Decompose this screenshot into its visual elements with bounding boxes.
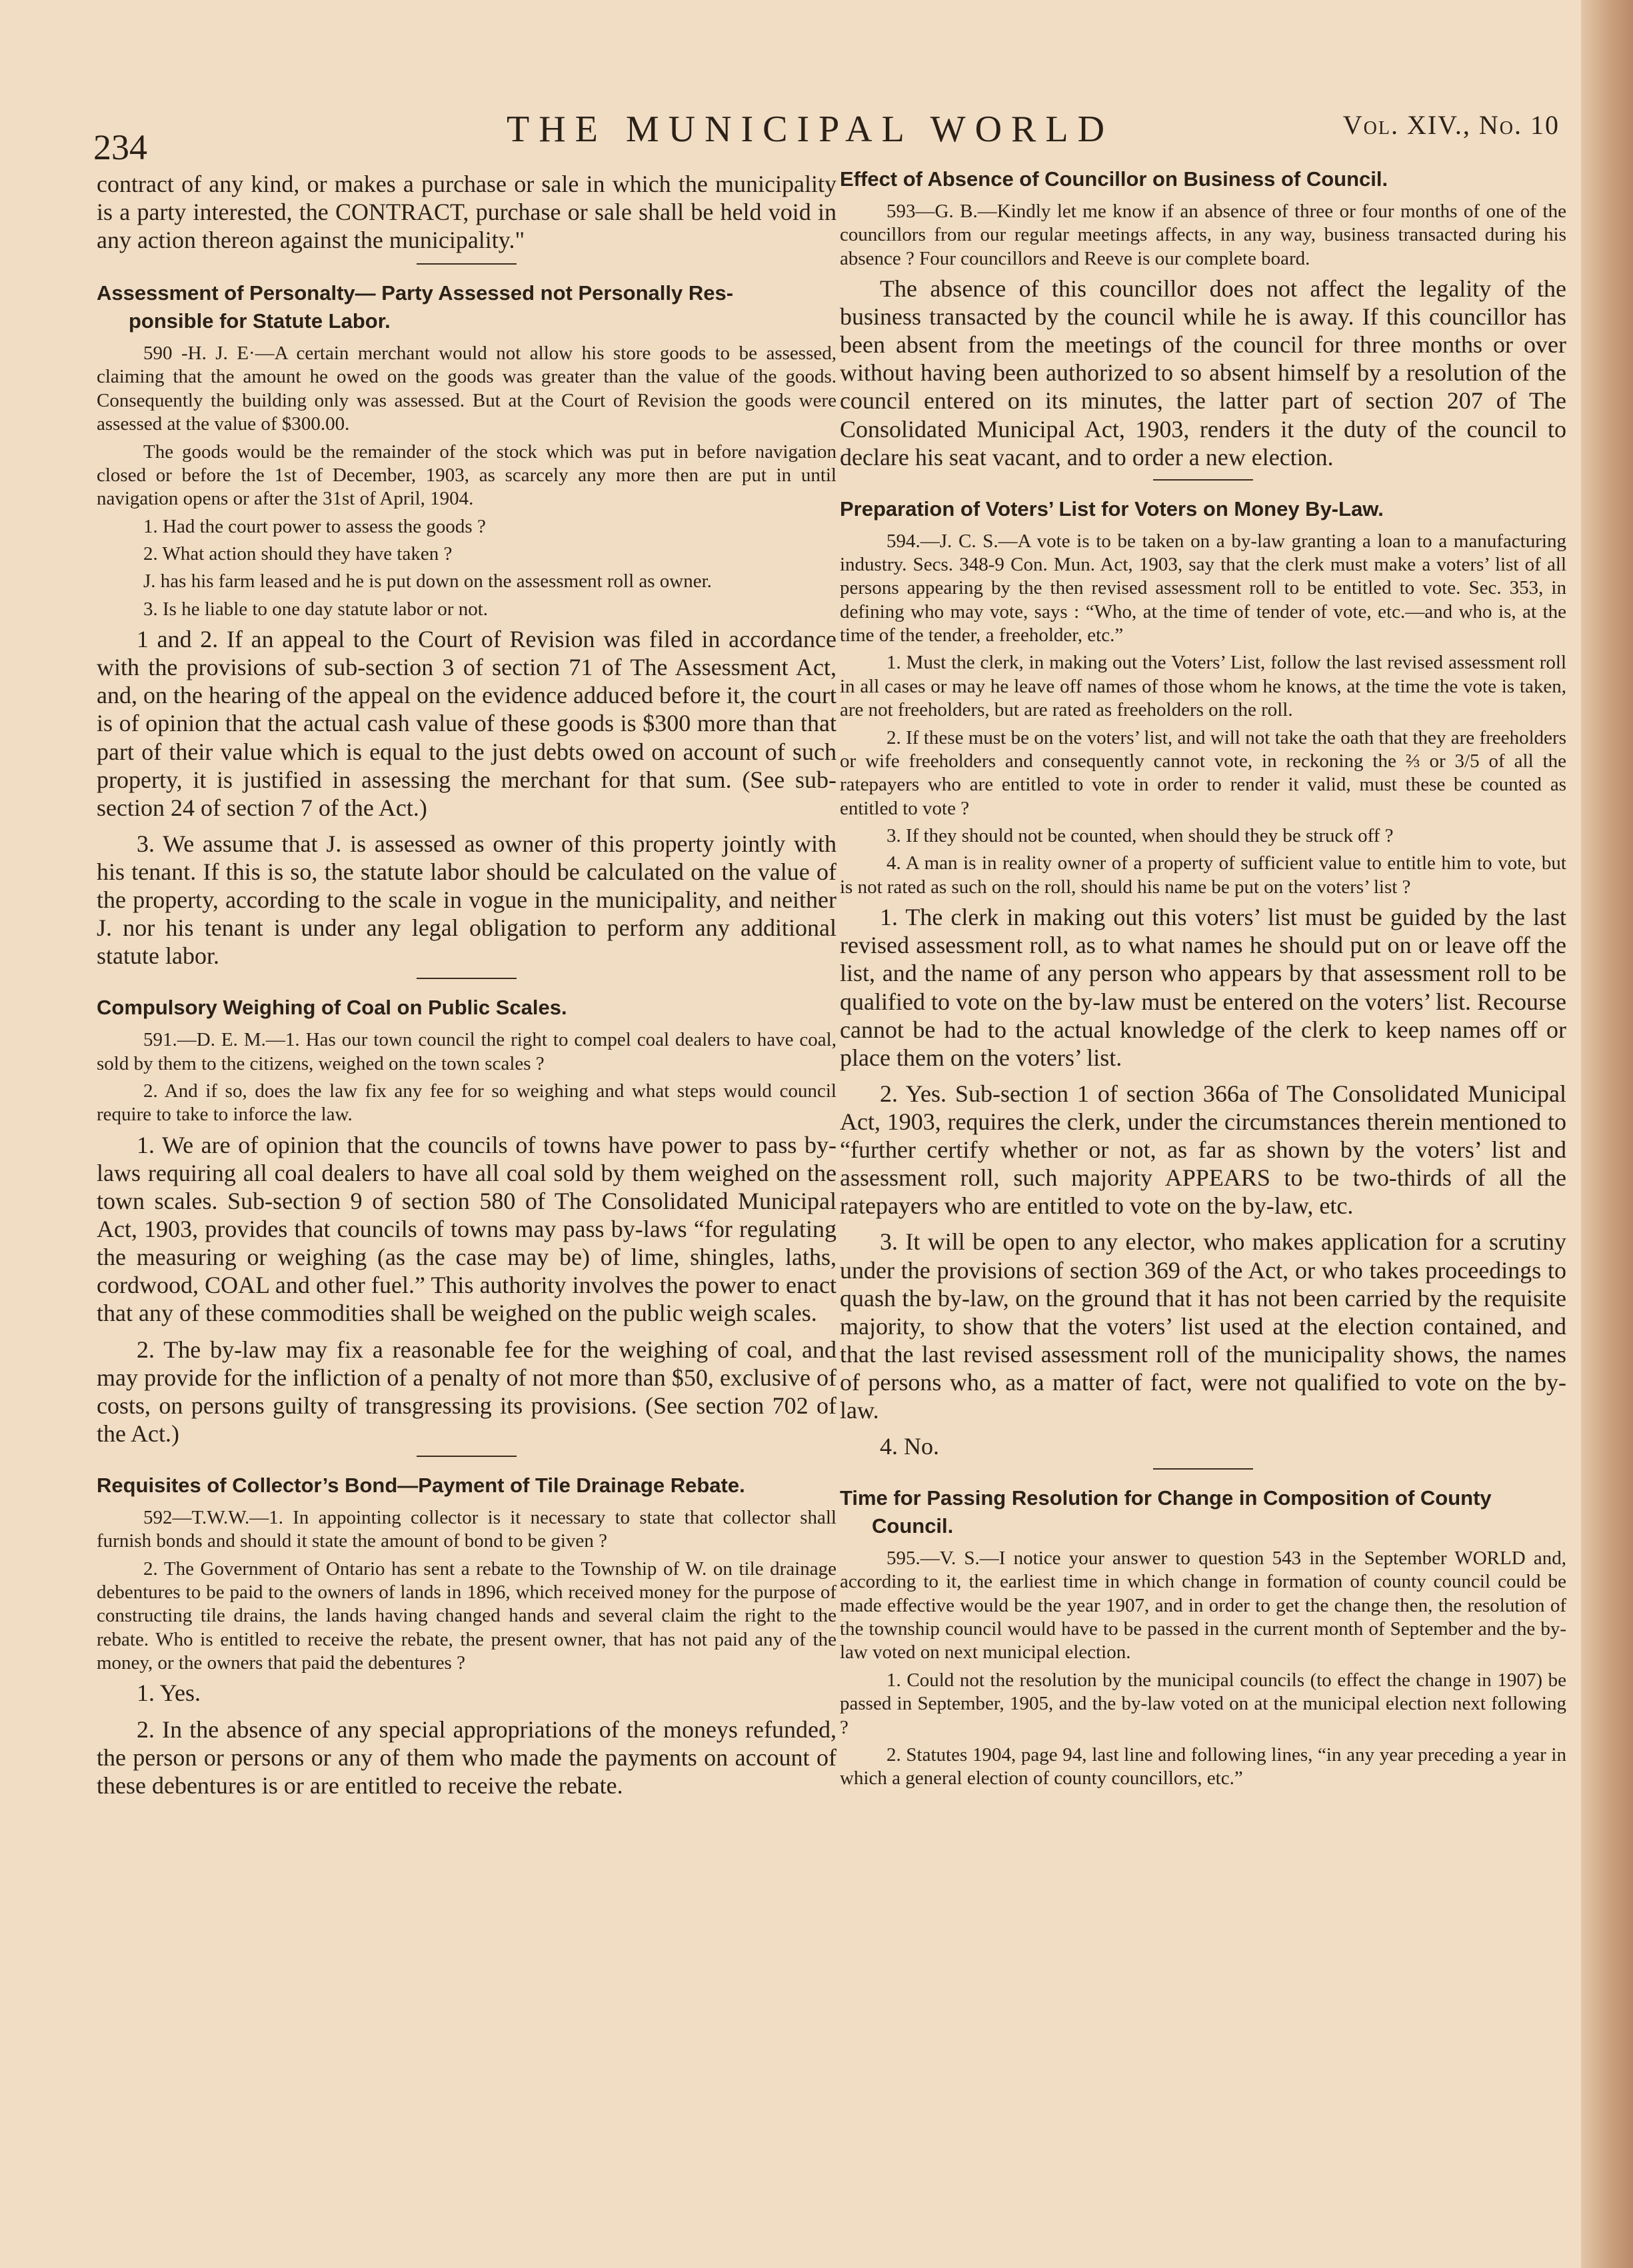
intro-paragraph: contract of any kind, or makes a purchase or sale in which the municipality is a party interested, the CONTRACT, purchase or sale shall be held void in any action thereon against the municipality." [97,171,836,254]
question-item: 2. Statutes 1904, page 94, last line and following lines, “in any year preceding a year in which a general election of county councillors, etc.” [840,1743,1566,1789]
question-592 [97,1472,836,1799]
answer-text: 2. Yes. Sub-section 1 of section 366a of The Consolidated Municipal Act, 1903, requires the clerk, under the circumstances therein mentioned to “further certify whether or not, as far as shown by the voters’ list and assessment roll, such majority APPEARS to be two-thirds of all the ratepayers who are entitled to vote on the by-law, etc. [840,1080,1566,1220]
answer-text: 1. We are of opinion that the councils of towns have power to pass by-laws requiring all coal dealers to have all coal sold by them weighed on the town scales. Sub-section 9 of section 580 of The Consolidated Municipal Act, 1903, provides that councils of towns may pass by-laws “for regulating the measuring or weighing (as the case may be) of lime, shingles, laths, cordwood, COAL and other fuel.” This authority involves the power to enact that any of these commodities shall be weighed on the public weigh scales. [97,1131,836,1327]
page-edge [1581,0,1633,2268]
question-591 [97,994,836,1448]
question-item: 2. And if so, does the law fix any fee for so weighing and what steps would council require to take to inforce the law. [97,1080,836,1126]
question-text: 595.—V. S.—I notice your answer to question 543 in the September WORLD and, according to it, the earliest time in which change in formation of county council could be made effective would be the year 1907, and in order to get the change then, the resolution of the township council would have to be passed in the current month of September and the by-law voted on next municipal election. [840,1547,1566,1664]
answer-text: 2. In the absence of any special appropriations of the moneys refunded, the person or persons or any of them who made the payments on account of these debentures is or are entitled to receive the rebate. [97,1715,836,1799]
section-heading: Requisites of Collector’s Bond—Payment of Tile Drainage Rebate. [97,1474,745,1497]
question-text: 593—G. B.—Kindly let me know if an absence of three or four months of one of the councillors from our regular meetings affects, in any way, business transacted during his absence ? Four councillors and Reeve is our complete board. [840,200,1566,269]
left-column [97,170,836,1807]
section-divider [1153,479,1253,481]
section-heading: Preparation of Voters’ List for Voters on Money By-Law. [840,497,1384,521]
section-heading [97,279,836,335]
page-header [93,100,1560,167]
question-item: 592—T.W.W.—1. In appointing collector is it necessary to state that collector shall furnish bonds and should it state the amount of bond to be given ? [97,1506,836,1552]
question-item: J. has his farm leased and he is put down on the assessment roll as owner. [143,570,712,592]
question-item: 1. Must the clerk, in making out the Voters’ List, follow the last revised assessment roll in all cases or may he leave off names of those whom he knows, at the time the vote is taken, are not freeholders, but are rated as freeholders on the roll. [840,652,1566,721]
right-column [840,165,1566,1795]
answer-text: 1. The clerk in making out this voters’ list must be guided by the last revised assessment roll, as to what names he should put on or leave off the list, and the name of any person who appears by that assessment roll to be qualified to vote on the by-law must be entered on the voters’ list. Recourse cannot be had to the actual knowledge of the clerk to keep names off or place them on the voters’ list. [840,904,1566,1071]
heading-line: Time for Passing Resolution for Change in Composition of County [840,1486,1492,1510]
section-heading: Compulsory Weighing of Coal on Public Scales. [97,996,567,1020]
heading-line: Assessment of Personalty— Party Assessed not Personally Res- [97,281,734,305]
question-item: 4. A man is in reality owner of a property of sufficient value to entitle him to vote, but is not rated as such on the roll, should his name be put on the voters’ list ? [840,852,1566,898]
answer-text: 4. No. [880,1433,939,1460]
answer-text: The absence of this councillor does not affect the legality of the business transacted by the council while he is away. If this councillor has been absent from the meetings of the council for three months or over without having been authorized to so absent himself by a resolution of the council entered on its minutes, the latter part of section 207 of The Consolidated Municipal Act, 1903, renders it the duty of the council to declare his seat vacant, and to order a new election. [840,275,1566,471]
question-item: 1. Had the court power to assess the goods ? [143,515,486,537]
question-595 [840,1484,1566,1790]
section-divider [417,1456,517,1457]
question-item: 1. Could not the resolution by the municipal councils (to effect the change in 1907) be passed in September, 1905, and the by-law voted on at the municipal election next following ? [840,1669,1566,1738]
question-item: 3. If they should not be counted, when should they be struck off ? [886,825,1394,847]
question-590 [97,279,836,970]
volume-number: Vol. XIV., No. 10 [1342,110,1560,140]
section-divider [417,978,517,979]
journal-title: THE MUNICIPAL WORLD [507,109,1114,150]
question-text: 590 -H. J. E·—A certain merchant would not allow his store goods to be assessed, claiming that the amount he owed on the goods was greater than the value of the goods. Consequently the building only was assessed. But at the Court of Revision the goods were assessed at the value of $300.00. [97,343,836,435]
question-item: 3. Is he liable to one day statute labor or not. [143,598,489,620]
question-594 [840,495,1566,1461]
heading-line: Council. [872,1514,954,1538]
question-text: The goods would be the remainder of the stock which was put in before navigation closed or before the 1st of December, 1903, as scarcely any more then are put in until navigation opens or after the 31st of April, 1904. [97,441,836,510]
section-heading: Effect of Absence of Councillor on Business of Council. [840,167,1388,191]
heading-line: ponsible for Statute Labor. [129,309,391,333]
question-item: 2. If these must be on the voters’ list, and will not take the oath that they are freeholders or wife freeholders and consequently cannot vote, in reckoning the ⅔ or 3/5 of all the ratepayers who are entitled to vote in order to render it valid, must these be counted as entitled to vote ? [840,726,1566,819]
question-593 [840,165,1566,471]
question-item: 591.—D. E. M.—1. Has our town council the right to compel coal dealers to have coal, sold by them to the citizens, weighed on the town scales ? [97,1029,836,1074]
question-item: 2. What action should they have taken ? [143,543,453,565]
section-heading [840,1484,1566,1540]
answer-text: 1 and 2. If an appeal to the Court of Revision was filed in accordance with the provisions of sub-section 3 of section 71 of The Assessment Act, and, on the hearing of the appeal on the evidence adduced before it, the court is of opinion that the actual cash value of these goods is $300 more than that part of their value which is equal to the just debts owed on account of such property, it is justified in assessing the merchant for that sum. (See sub-section 24 of section 7 of the Act.) [97,626,836,821]
answer-text: 2. The by-law may fix a reasonable fee for the weighing of coal, and may provide for the infliction of a penalty of not more than $50, exclusive of costs, on persons guilty of transgressing its provisions. (See section 702 of the Act.) [97,1336,836,1447]
answer-text: 1. Yes. [137,1680,201,1707]
page-number: 234 [93,127,147,167]
section-divider [1153,1468,1253,1470]
question-text: 594.—J. C. S.—A vote is to be taken on a by-law granting a loan to a manufacturing industry. Secs. 348-9 Con. Mun. Act, 1903, say that the clerk must make a voters’ list of all persons appearing by the then revised assessment roll to be entitled to vote. Sec. 353, in defining who may vote, says : “Who, at the time of tender of vote, etc.—and who is, at the time of the tender, a freeholder, etc.” [840,530,1566,646]
section-divider [417,263,517,265]
answer-text: 3. We assume that J. is assessed as owner of this property jointly with his tenant. If this is so, the statute labor should be calculated on the value of the property, according to the scale in vogue in the municipality, and neither J. nor his tenant is under any legal obligation to perform any additional statute labor. [97,830,836,970]
answer-text: 3. It will be open to any elector, who makes application for a scrutiny under the provisions of section 369 of the Act, or who takes proceedings to quash the by-law, on the ground that it has not been carried by the requisite majority, to show that the voters’ list used at the election contained, and that the last revised assessment roll of the municipality shows, the names of persons who, as a matter of fact, were not qualified to vote on the by-law. [840,1228,1566,1424]
question-item: 2. The Government of Ontario has sent a rebate to the Township of W. on tile drainage debentures to be paid to the owners of lands in 1896, which received money for the purpose of constructing tile drains, the lands having changed hands and several claim the right to the rebate. Who is entitled to receive the rebate, the present owner, that has not paid any of the money, or the owners that paid the debentures ? [97,1558,836,1674]
